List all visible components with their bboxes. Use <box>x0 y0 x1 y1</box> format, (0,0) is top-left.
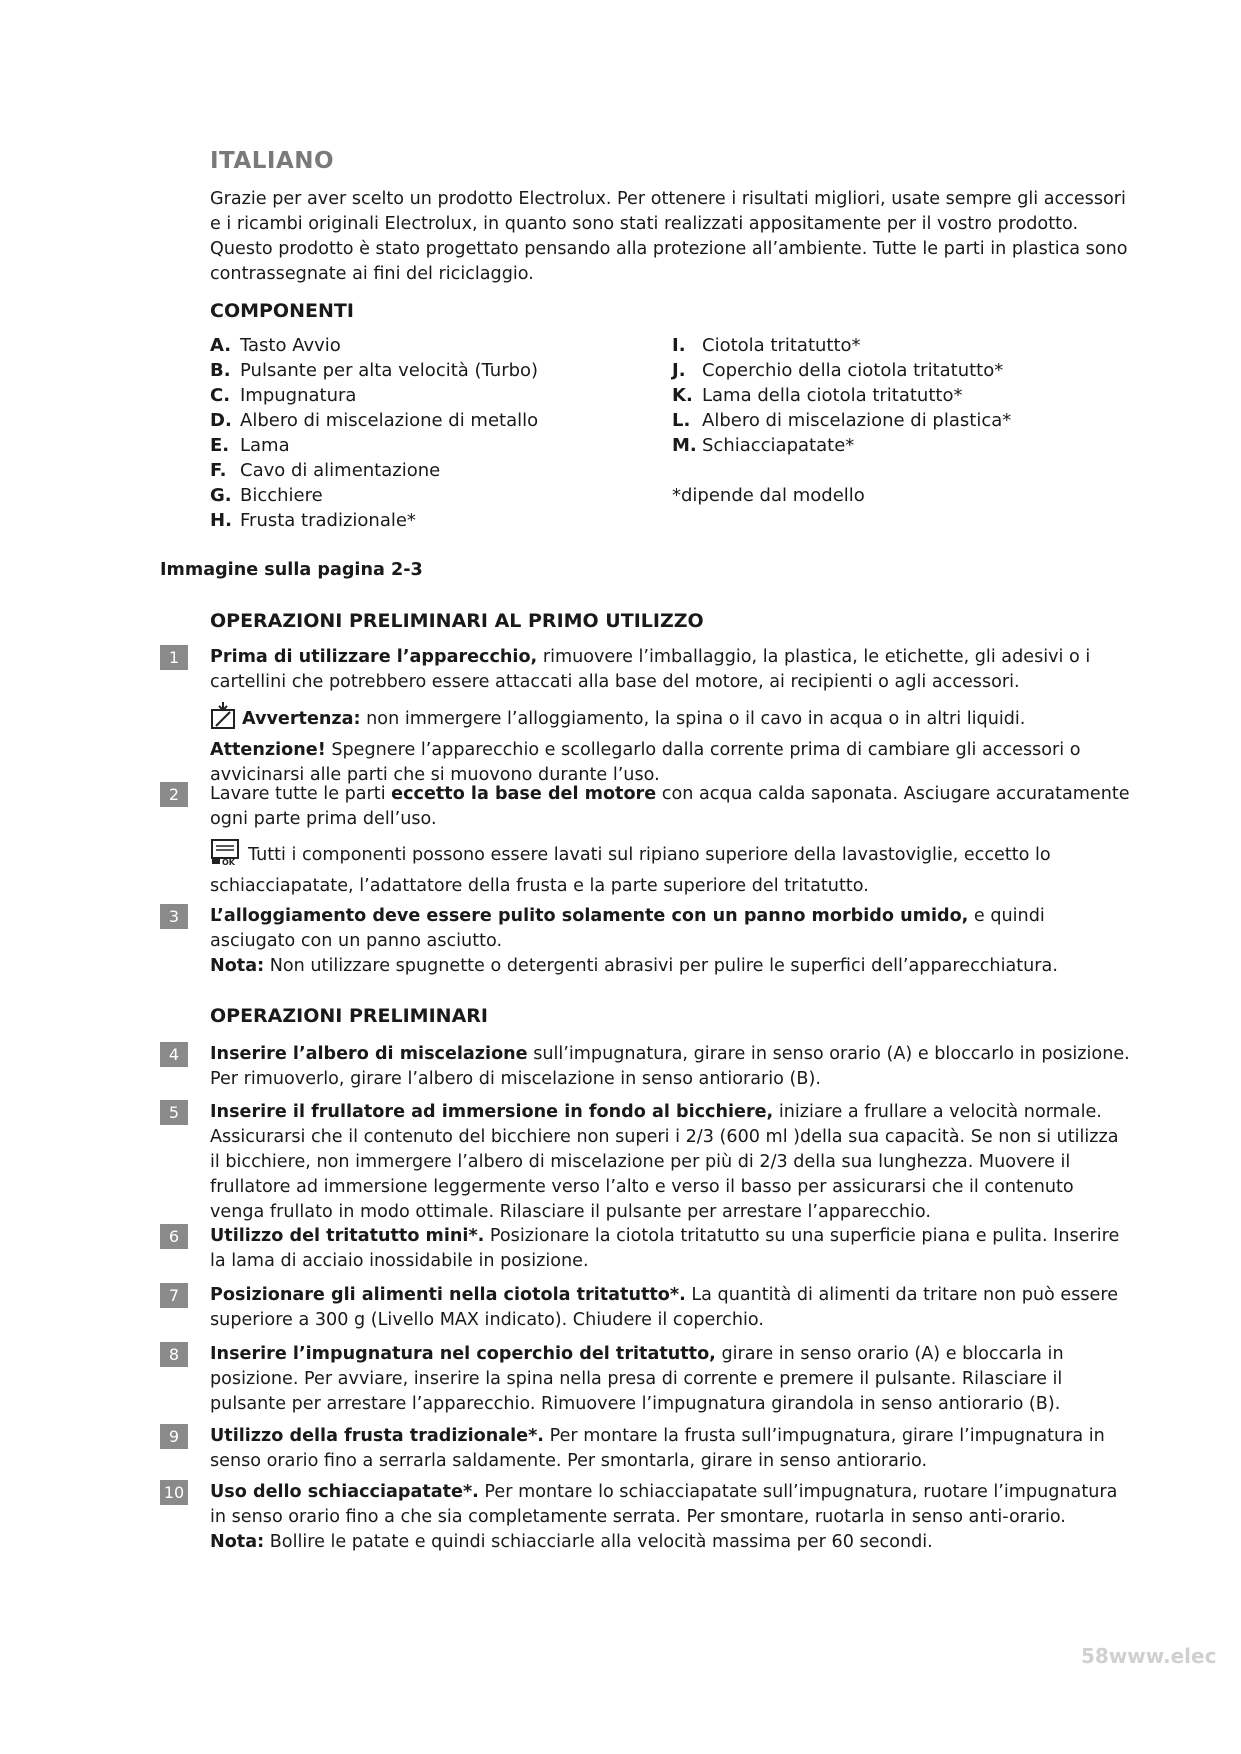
model-note: *dipende dal modello <box>672 485 865 506</box>
intro-line: e i ricambi originali Electrolux, in quanto sono stati realizzati appositamente per il vostro prodotto. <box>210 214 1079 234</box>
step-text: Uso dello schiacciapatate*. Per montare lo schiacciapatate sull’impugnatura, ruotare l’impugnatura in senso orario fino a che sia completamente serrata. Per smontare, ruotarla in senso anti-orario. Nota: Bollire le patate e quindi schiacciarle alla velocità massima per 60 secondi. <box>210 1480 1130 1555</box>
list-item: G. Bicchiere <box>210 485 323 506</box>
list-item: F. Cavo di alimentazione <box>210 460 441 481</box>
no-immersion-icon <box>210 702 238 738</box>
step-number: 8 <box>160 1342 188 1367</box>
intro-line: contrassegnate ai fini del riciclaggio. <box>210 264 534 284</box>
step-text: Utilizzo della frusta tradizionale*. Per montare la frusta sull’impugnatura, girare l’impugnatura in senso orario fino a serrarla saldamente. Per smontarla, girare in senso antiorario. <box>210 1426 1105 1471</box>
components-list-left <box>210 333 538 533</box>
attention-note: Attenzione! Spegnere l’apparecchio e scollegarlo dalla corrente prima di cambiare gli accessori o avvicinarsi alle parti che si muovono durante l’uso. <box>210 740 1081 785</box>
step-text: Inserire il frullatore ad immersione in fondo al bicchiere, iniziare a frullare a velocità normale. Assicurarsi che il contenuto del bicchiere non superi i 2/3 (600 ml )della sua capacità. Se non si utilizza il bicchiere, non immergere l’albero di miscelazione per più di 2/3 della sua lunghezza. Muovere il frullatore ad immersione leggermente verso l’alto e verso il basso per assicurarsi che il contenuto venga frullato in modo ottimale. Rilasciare il pulsante per arrestare l’apparecchio. <box>210 1102 1119 1222</box>
list-item: C. Impugnatura <box>210 385 357 406</box>
step-text: L’alloggiamento deve essere pulito solamente con un panno morbido umido, e quindi asciugato con un panno asciutto. Nota: Non utilizzare spugnette o detergenti abrasivi per pulire le superfici dell’apparecchiatura. <box>210 904 1130 979</box>
step-number: 4 <box>160 1042 188 1067</box>
list-item: M. Schiacciapatate* <box>672 435 855 456</box>
step-text: Posizionare gli alimenti nella ciotola tritatutto*. La quantità di alimenti da tritare non può essere superiore a 300 g (Livello MAX indicato). Chiudere il coperchio. <box>210 1285 1119 1330</box>
components-list-right <box>672 333 1011 508</box>
list-item: K. Lama della ciotola tritatutto* <box>672 385 963 406</box>
step-text: Utilizzo del tritatutto mini*. Posizionare la ciotola tritatutto su una superficie piana e pulita. Inserire la lama di acciaio inossidabile in posizione. <box>210 1226 1120 1271</box>
section-title-first-use: OPERAZIONI PRELIMINARI AL PRIMO UTILIZZO <box>210 610 704 632</box>
list-item: B. Pulsante per alta velocità (Turbo) <box>210 360 539 381</box>
note: Nota: Non utilizzare spugnette o detergenti abrasivi per pulire le superfici dell’apparecchiatura. <box>210 956 1058 976</box>
step-text: Inserire l’albero di miscelazione sull’impugnatura, girare in senso orario (A) e bloccarlo in posizione. Per rimuoverlo, girare l’albero di miscelazione in senso antiorario (B). <box>210 1044 1130 1089</box>
step-number: 1 <box>160 645 188 670</box>
components-title: COMPONENTI <box>210 300 354 322</box>
list-item: J. Coperchio della ciotola tritatutto* <box>672 360 1004 381</box>
dishwasher-icon <box>210 838 244 874</box>
list-item: A. Tasto Avvio <box>210 335 341 356</box>
list-item: H. Frusta tradizionale* <box>210 510 416 531</box>
page-footer: 58www.elec <box>1081 1644 1217 1668</box>
step-number: 10 <box>160 1480 188 1505</box>
intro-line: Grazie per aver scelto un prodotto Electrolux. Per ottenere i risultati migliori, usate sempre gli accessori <box>210 189 1126 209</box>
section-title-preliminary: OPERAZIONI PRELIMINARI <box>210 1005 488 1027</box>
list-item: I. Ciotola tritatutto* <box>672 335 861 356</box>
intro-line: Questo prodotto è stato progettato pensando alla protezione all’ambiente. Tutte le parti in plastica sono <box>210 239 1128 259</box>
intro-paragraph <box>210 187 1130 287</box>
page-heading: ITALIANO <box>210 148 335 174</box>
step-text: Lavare tutte le parti eccetto la base del motore con acqua calda saponata. Asciugare accuratamente ogni parte prima dell’uso. <box>210 784 1130 829</box>
list-item: E. Lama <box>210 435 290 456</box>
list-item: D. Albero di miscelazione di metallo <box>210 410 539 431</box>
step-number: 5 <box>160 1100 188 1125</box>
step-number: 9 <box>160 1424 188 1449</box>
step-text: Inserire l’impugnatura nel coperchio del tritatutto, girare in senso orario (A) e bloccarla in posizione. Per avviare, inserire la spina nella presa di corrente e premere il pulsante. Rilasciare il pulsante per arrestare l’apparecchio. Rimuovere l’impugnatura girandola in senso antiorario (B). <box>210 1344 1064 1414</box>
step-text: Prima di utilizzare l’apparecchio, rimuovere l’imballaggio, la plastica, le etichette, gli adesivi o i cartellini che potrebbero essere attaccati alla base del motore, ai recipienti o agli accessori. <box>210 647 1091 692</box>
note: Nota: Bollire le patate e quindi schiacciarle alla velocità massima per 60 secondi. <box>210 1532 933 1552</box>
step-number: 2 <box>160 782 188 807</box>
step-number: 7 <box>160 1283 188 1308</box>
svg-text:OK: OK <box>222 858 235 866</box>
step-number: 6 <box>160 1224 188 1249</box>
step-number: 3 <box>160 904 188 929</box>
dishwasher-note: OK Tutti i componenti possono essere lavati sul ripiano superiore della lavastoviglie, eccetto lo schiacciapatate, l’adattatore della frusta e la parte superiore del tritatutto. <box>210 838 1130 899</box>
warning-block: Avvertenza: non immergere l’alloggiamento, la spina o il cavo in acqua o in altri liquidi. Attenzione! Spegnere l’apparecchio e scollegarlo dalla corrente prima di cambiare gli accessori o avvicinarsi alle parti che si muovono durante l’uso. <box>210 702 1130 788</box>
list-item: L. Albero di miscelazione di plastica* <box>672 410 1012 431</box>
image-reference: Immagine sulla pagina 2-3 <box>160 560 423 580</box>
